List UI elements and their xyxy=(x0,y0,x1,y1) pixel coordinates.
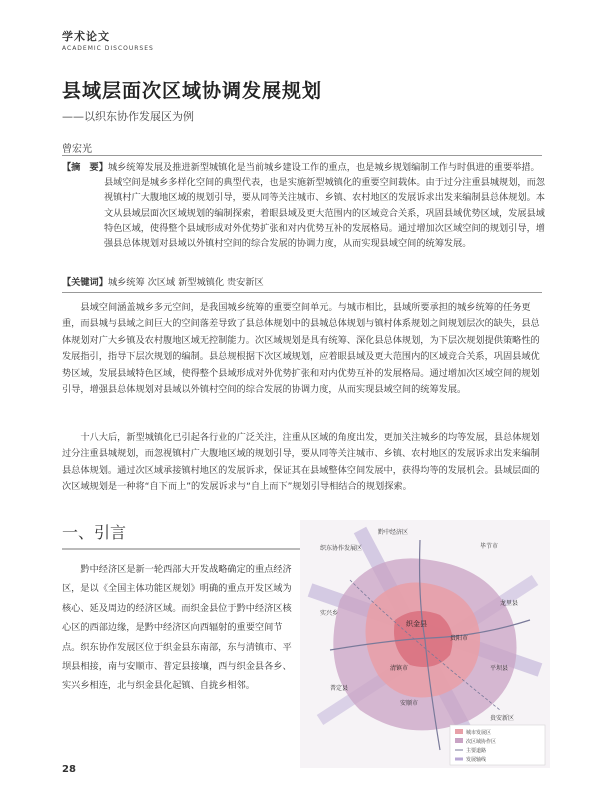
article-author: 曾宏光 xyxy=(62,144,92,155)
map-label: 贵阳市 xyxy=(450,635,469,642)
map-label: 毕节市 xyxy=(480,543,499,550)
map-label: 实兴乡 xyxy=(320,610,339,617)
legend-swatch xyxy=(455,738,463,743)
body-paragraph-1: 县域空间涵盖城乡多元空间，是我国城乡统筹的重要空间单元。与城市相比，县域所要承担的城乡统筹的任务更重，而县城与县域之间巨大的空间落差导致了县总体规划中的县城总体规划与镇村体系规划之间规划层次的缺失，县总体规划对广大乡镇及农村腹地区域无控制能力。次区域规划是具有统筹、深化县总体规划，为下层次规划提供策略性的发展指引，指导下层次规划的编制。县总规根据下次区域规划，应着眼县域及更大范围内的区域竞合关系，巩固县域优势区域，发展县域特色区域，使得整个县域形成对外优势扩张和对内优势互补的发展格局。通过增加次区域空间的规划引导，增强县总体规划对县域以外镇村空间的综合发展的协调力度，从而实现县域空间的统筹发展。 xyxy=(62,302,540,396)
map-label: 清镇市 xyxy=(390,665,409,672)
section-intro-paragraph: 黔中经济区是新一轮西部大开发战略确定的重点经济区，是以《全国主体功能区规划》明确的重点开发区域为核心、延及周边的经济区域。而织金县位于黔中经济区核心区的西部边缘，是黔中经济区向西辐射的重要空间节点。织东协作发展区位于织金县东南部，东与清镇市、平坝县相接，南与安顺市、普定县接壤，西与织金县各乡、实兴乡相连，北与织金县化起镇、自拢乡相邻。 xyxy=(62,564,292,692)
map-label: 织东协作发展区 xyxy=(320,545,363,552)
journal-section-cn: 学术论文 xyxy=(62,30,110,43)
legend-label: 次区域协作区 xyxy=(466,739,497,745)
map-label: 平坝县 xyxy=(490,665,509,672)
section-heading: 一、引言 xyxy=(62,523,127,542)
article-subtitle: ——以织东协作发展区为例 xyxy=(62,110,194,123)
body-paragraph-2: 十八大后，新型城镇化已引起各行业的广泛关注，注重从区域的角度出发，更加关注城乡的均等发展，县总体规划过分注重县城规划，而忽视镇村广大腹地区域的规划引导，要从同等关注城市、乡镇、农村地区的发展诉求出发来编制县总体规划。通过次区域承接镇村地区的发展诉求，保证其在县域整体空间发展中，获得均等的发展机会。县域层面的次区域规划是一种将“自下而上”的发展诉求与“自上而下”规划引导相结合的规划探索。 xyxy=(62,432,540,493)
keywords-label: 【关键词】 xyxy=(62,277,108,288)
legend-label: 主要道路 xyxy=(466,748,487,754)
abstract-line: 县域空间是城乡多样化空间的典型代表，也是实施新型城镇化的重要空间载体。由于过分注重县城规划，而忽 xyxy=(104,177,545,189)
abstract-line: 城乡统筹发展及推进新型城镇化是当前城乡建设工作的重点，也是城乡规划编制工作与时俱进的重要举措。 xyxy=(107,162,540,173)
map-label: 龙里县 xyxy=(500,600,519,607)
header-divider xyxy=(62,155,542,156)
map-label: 普定县 xyxy=(330,685,349,692)
journal-header xyxy=(62,28,154,52)
keywords-text: 城乡统筹 次区域 新型城镇化 贵安新区 xyxy=(107,277,264,288)
map-label: 织金县 xyxy=(406,620,427,628)
abstract-line: 视镇村广大腹地区域的规划引导，要从同等关注城市、乡镇、农村地区的发展诉求出发来编制县总体规划。本 xyxy=(104,192,545,204)
journal-section-en: ACADEMIC DISCOURSES xyxy=(62,45,154,52)
keywords-divider xyxy=(62,292,542,293)
abstract-line: 特色区域，使得整个县域形成对外优势扩张和对内优势互补的发展格局。通过增加次区域空间的规划引导，增 xyxy=(104,222,545,234)
map-label: 贵安新区 xyxy=(490,715,515,722)
section-divider xyxy=(62,548,312,550)
map-label: 黔中经济区 xyxy=(378,529,409,536)
abstract-line: 文从县域层面次区域规划的编制探索，着眼县域及更大范围内的区域竞合关系，巩固县域优势区域，发展县域 xyxy=(104,207,545,219)
abstract-label: 【摘 要】 xyxy=(62,162,108,173)
map-legend xyxy=(450,725,545,765)
map-label: 安顺市 xyxy=(400,700,419,707)
article-title: 县域层面次区域协调发展规划 xyxy=(62,80,323,102)
abstract xyxy=(62,160,546,251)
keywords xyxy=(62,274,264,288)
legend-swatch xyxy=(455,729,463,734)
page-number: 28 xyxy=(62,764,76,775)
legend-label: 发展轴线 xyxy=(466,757,487,763)
regional-map xyxy=(300,520,550,768)
legend-label: 城市发展区 xyxy=(466,730,492,736)
abstract-line: 强县总体规划对县域以外镇村空间的综合发展的协调力度，从而实现县域空间的统筹发展。 xyxy=(104,238,472,250)
